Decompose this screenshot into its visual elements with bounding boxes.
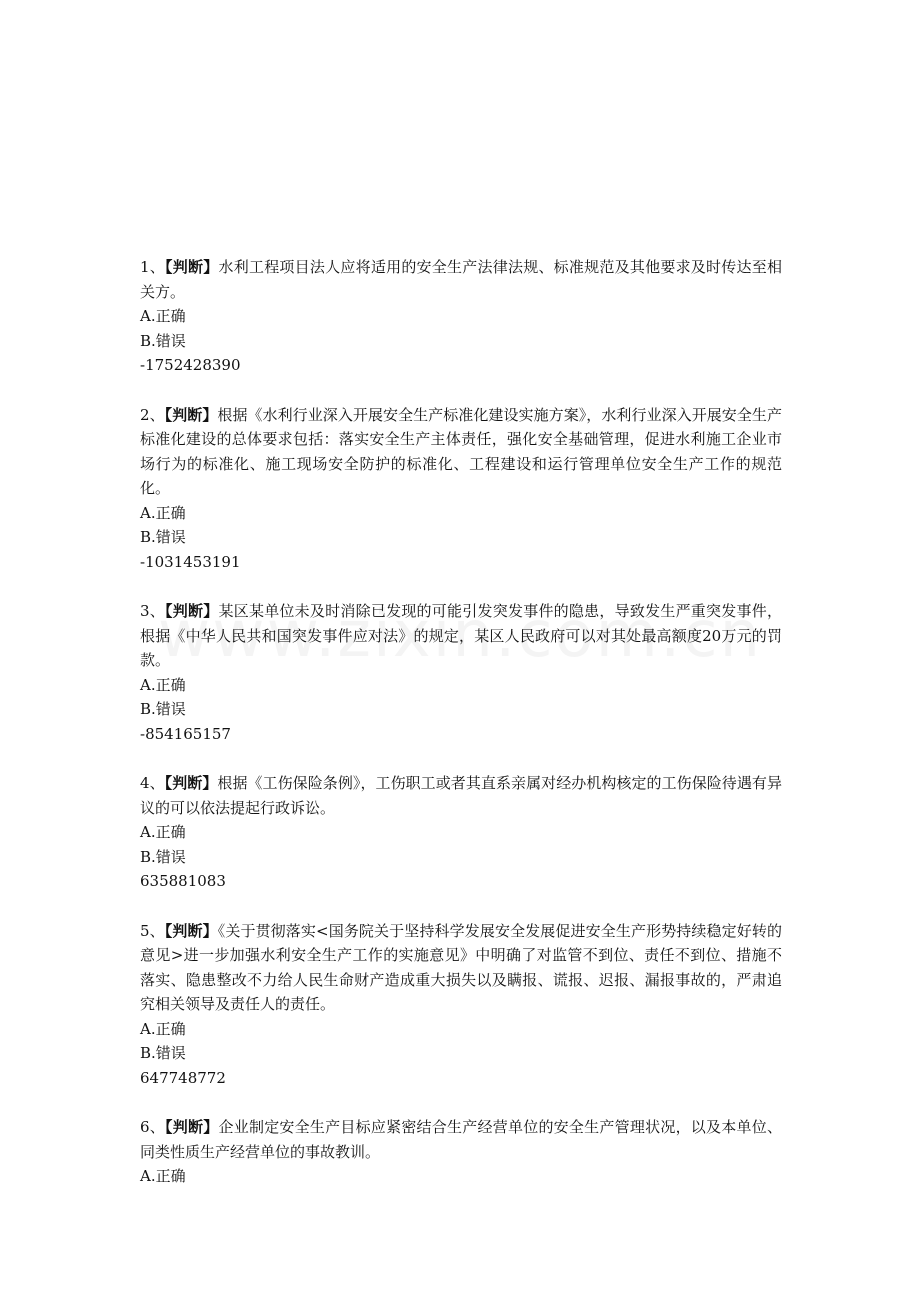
question-text — [140, 771, 782, 820]
option-a: A.正确 — [140, 1019, 186, 1038]
question-3 — [140, 599, 782, 746]
question-type-tag: 【判断】 — [164, 774, 218, 792]
question-type-tag: 【判断】 — [165, 602, 219, 620]
question-text — [140, 403, 782, 501]
option-b: B.错误 — [140, 847, 186, 866]
question-type-tag: 【判断】 — [165, 258, 219, 276]
question-number: 6、 — [140, 1118, 166, 1136]
question-body: 根据《水利行业深入开展安全生产标准化建设实施方案》，水利行业深入开展安全生产标准化建设的总体要求包括：落实安全生产主体责任，强化安全基础管理，促进水利施工企业市场行为的标准化、施工现场安全防护的标准化、工程建设和运行管理单位安全生产工作的规范化。 — [140, 405, 782, 497]
option-a: A.正确 — [140, 1167, 186, 1185]
question-6 — [140, 1115, 782, 1189]
question-number: 2、 — [140, 405, 165, 424]
question-code: 647748772 — [140, 1068, 226, 1087]
question-4 — [140, 771, 782, 894]
question-2 — [140, 403, 782, 575]
option-a: A.正确 — [140, 503, 186, 522]
option-b: B.错误 — [140, 331, 186, 350]
question-number: 4、 — [140, 774, 165, 792]
question-type-tag: 【判断】 — [165, 1118, 219, 1136]
question-body: 根据《工伤保险条例》，工伤职工或者其直系亲属对经办机构核定的工伤保险待遇有异议的可以依法提起行政诉讼。 — [140, 774, 782, 817]
question-number: 1、 — [140, 258, 166, 276]
question-text — [140, 919, 782, 1017]
option-b: B.错误 — [140, 700, 186, 718]
question-text — [140, 1115, 782, 1164]
question-number: 5、 — [140, 921, 165, 940]
question-list — [140, 255, 782, 1214]
question-type-tag: 【判断】 — [164, 921, 218, 940]
option-a: A.正确 — [140, 307, 186, 325]
question-code: -854165157 — [140, 724, 231, 743]
question-text — [140, 599, 782, 673]
option-a: A.正确 — [140, 823, 186, 841]
question-code: 635881083 — [140, 872, 226, 890]
option-b: B.错误 — [140, 1044, 186, 1062]
question-type-tag: 【判断】 — [164, 405, 218, 424]
option-a: A.正确 — [140, 675, 186, 694]
question-number: 3、 — [140, 602, 166, 620]
question-code: -1752428390 — [140, 356, 241, 374]
question-body: 《关于贯彻落实<国务院关于坚持科学发展安全发展促进安全生产形势持续稳定好转的意见>进一步加强水利安全生产工作的实施意见》中明确了对监管不到位、责任不到位、措施不落实、隐患整改不力给人民生命财产造成重大损失以及瞒报、谎报、迟报、漏报事故的，严肃追究相关领导及责任人的责任。 — [140, 921, 782, 1013]
question-5 — [140, 919, 782, 1091]
question-body: 企业制定安全生产目标应紧密结合生产经营单位的安全生产管理状况，以及本单位、同类性质生产经营单位的事故教训。 — [140, 1118, 782, 1161]
option-b: B.错误 — [140, 528, 186, 546]
question-text — [140, 255, 782, 304]
question-body: 水利工程项目法人应将适用的安全生产法律法规、标准规范及其他要求及时传达至相关方。 — [140, 258, 782, 301]
question-code: -1031453191 — [140, 552, 241, 571]
question-body: 某区某单位未及时消除已发现的可能引发突发事件的隐患，导致发生严重突发事件，根据《中华人民共和国突发事件应对法》的规定，某区人民政府可以对其处最高额度20万元的罚款。 — [140, 602, 782, 669]
question-1 — [140, 255, 782, 378]
